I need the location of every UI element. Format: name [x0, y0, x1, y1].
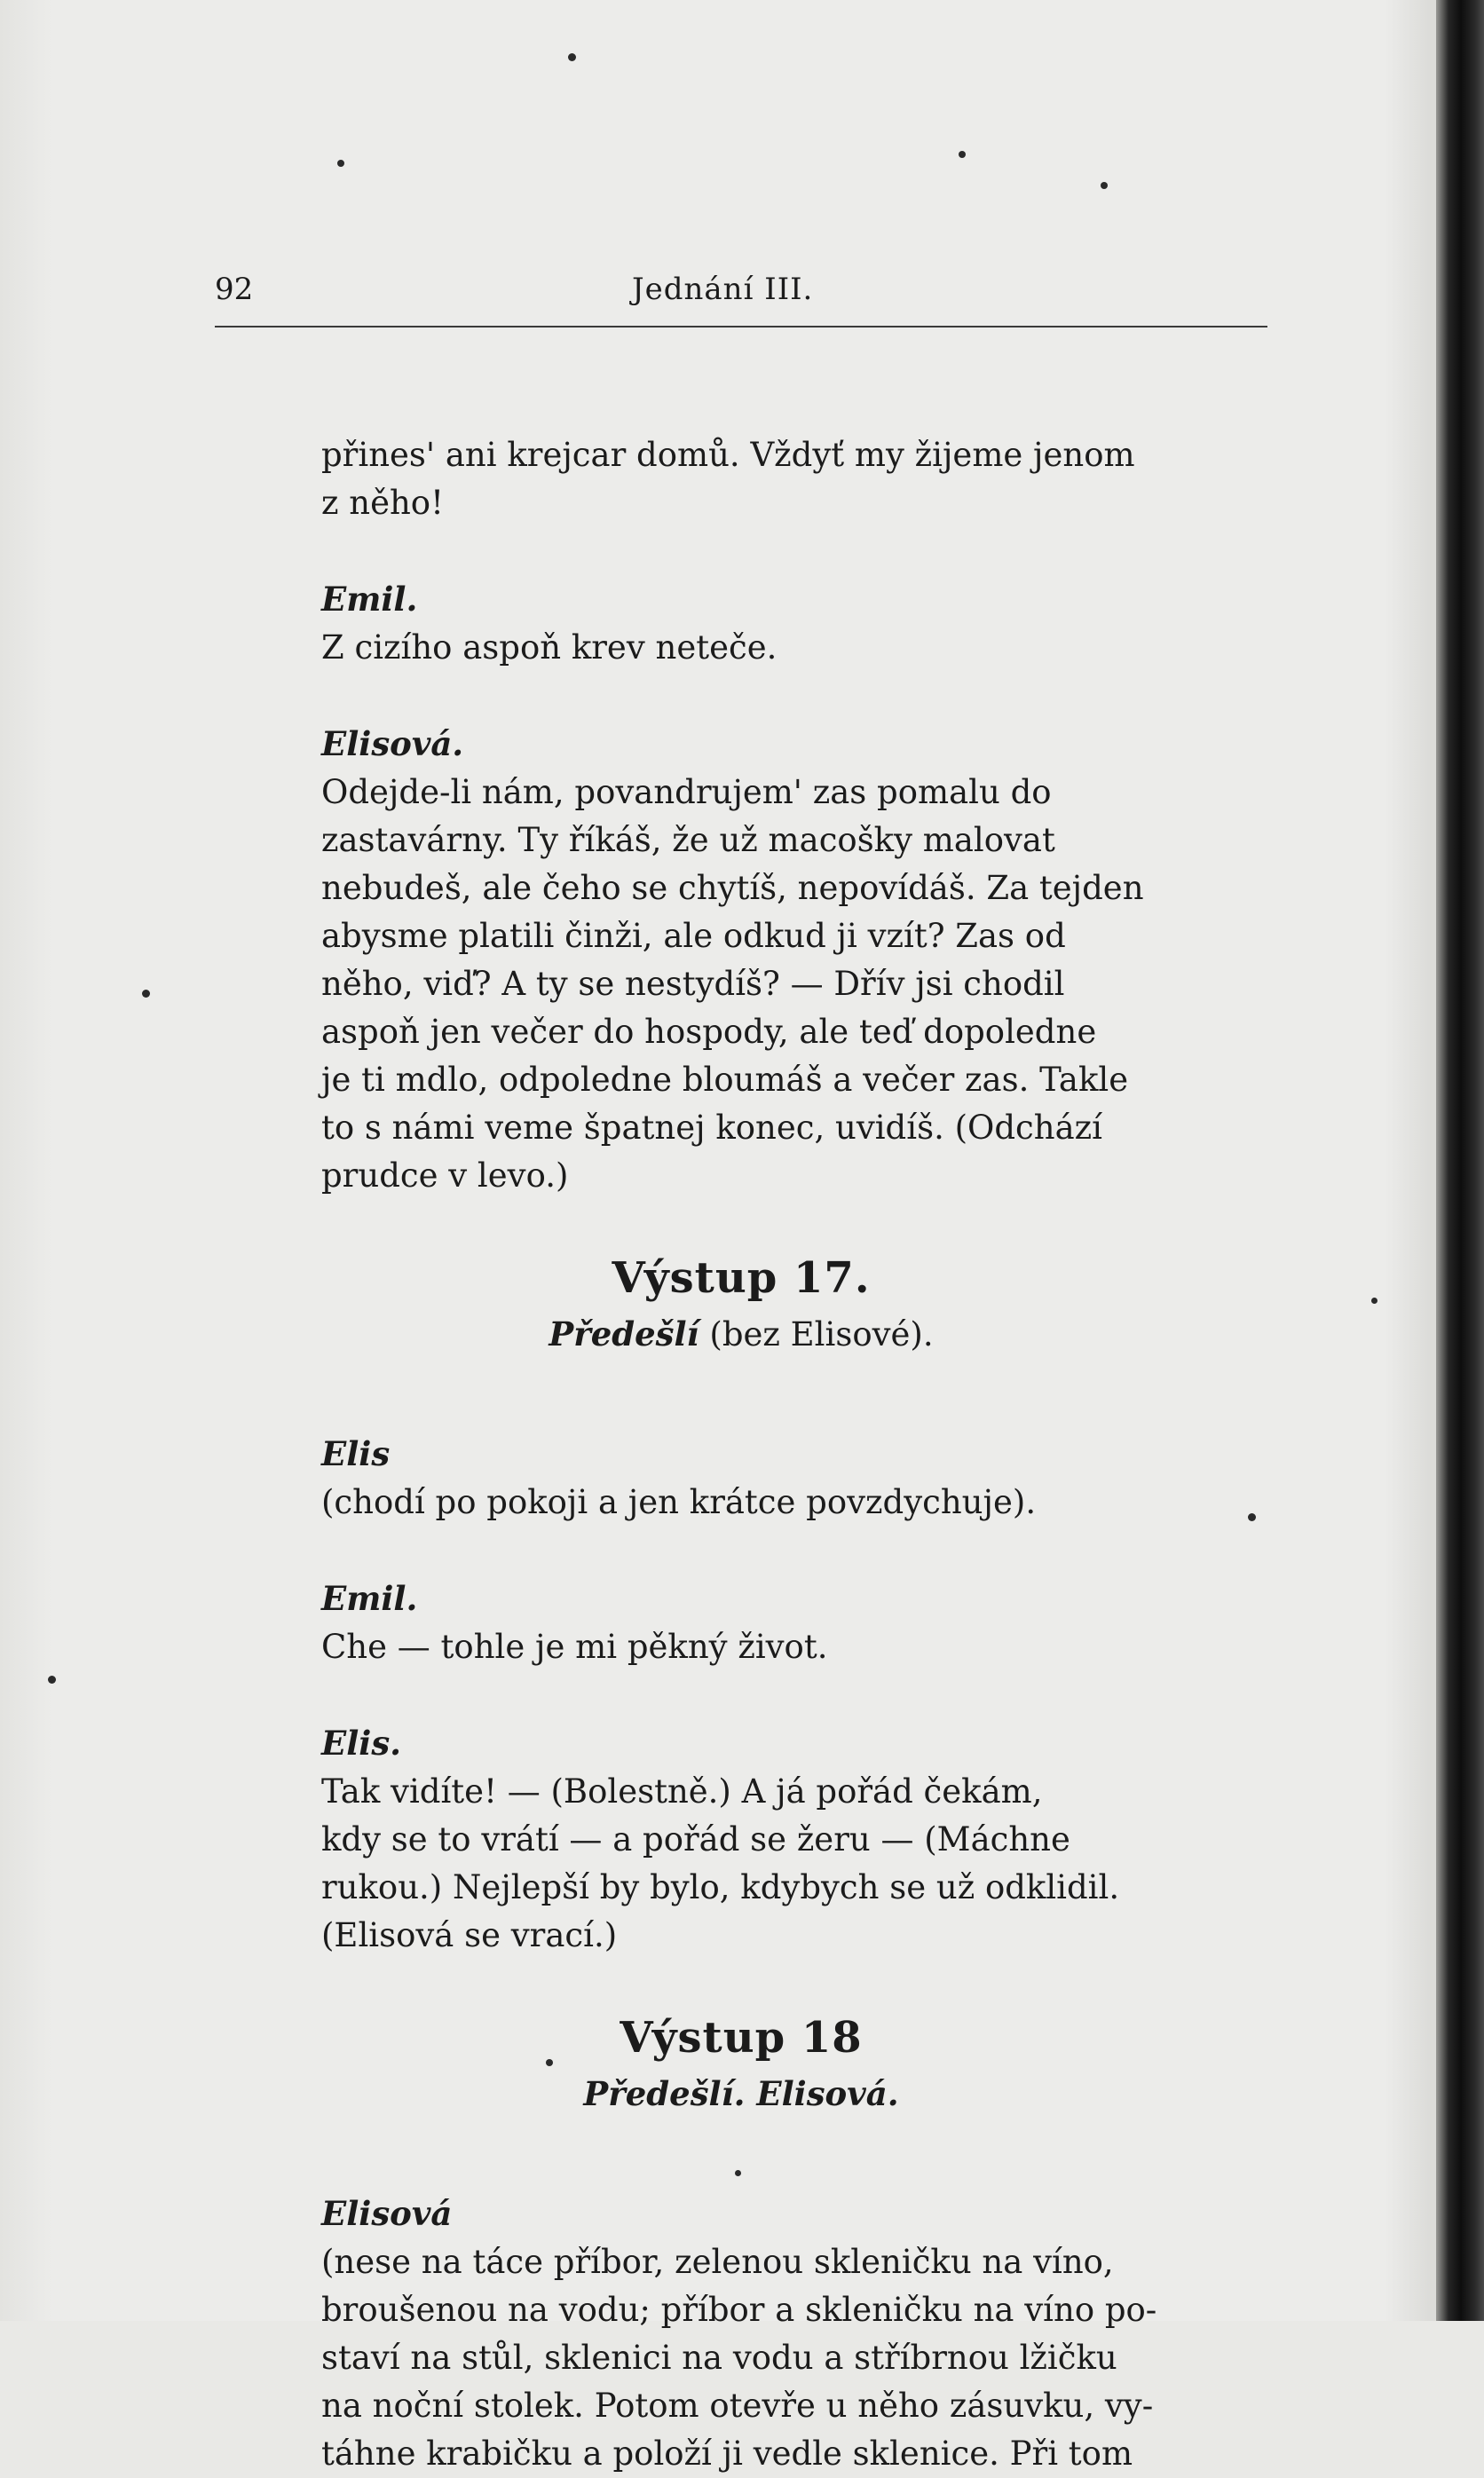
speech-elis-2: [215, 1671, 1267, 1960]
page-number: 92: [215, 272, 254, 307]
scene-17-characters: [215, 1310, 1267, 1359]
speaker-name: Emil.: [321, 580, 418, 619]
speaker-name: Elisová: [321, 2194, 453, 2233]
speaker-name: Elisová.: [321, 724, 464, 763]
running-head: Jednání III.: [632, 272, 814, 307]
speech-emil-2: [215, 1527, 1267, 1671]
speech-elisova: [215, 672, 1267, 1200]
dust-speck: [1248, 1513, 1256, 1521]
speaker-name: Emil.: [321, 1579, 418, 1618]
continued-speech: [215, 383, 1267, 527]
scene-18-characters: [215, 2070, 1267, 2119]
speech-text: Che — tohle je mi pěkný život.: [321, 1628, 828, 1666]
characters-rest: (bez Elisové).: [699, 1315, 934, 1353]
characters-italic: Předešlí. Elisová.: [583, 2074, 899, 2113]
page-body: [215, 383, 1267, 2478]
dust-speck: [1371, 1298, 1377, 1304]
dust-speck: [337, 160, 344, 167]
dust-speck: [568, 53, 576, 61]
speech-text: (nese na táce příbor, zelenou skleničku na víno, broušenou na vodu; příbor a skleničku na víno po- staví na stůl, sklenici na vodu a stříbrnou lžičku na noční stolek. Potom otevře u něho zásuvku, vy- táhne krabičku a položí ji vedle sklenice. Při tom: [321, 2243, 1157, 2473]
characters-italic: Předešlí: [549, 1314, 699, 1353]
dust-speck: [1101, 182, 1108, 189]
speech-emil: [215, 527, 1267, 672]
dust-speck: [142, 990, 150, 998]
dust-speck: [735, 2170, 741, 2176]
dust-speck: [546, 2059, 553, 2066]
page-edge-shadow: [1436, 0, 1484, 2321]
speech-elis-1: [215, 1382, 1267, 1527]
speech-text: Tak vidíte! — (Bolestně.) A já pořád čekám, kdy se to vrátí — a pořád se žeru — (Máchne rukou.) Nejlepší by bylo, kdybych se už odklidil. (Elisová se vrací.): [321, 1772, 1120, 1954]
dust-speck: [959, 151, 966, 158]
speaker-name: Elis: [321, 1434, 391, 1473]
scene-17-heading: Výstup 17.: [612, 1253, 871, 1303]
continued-text: přines' ani krejcar domů. Vždyť my žijeme jenom z něho!: [321, 436, 1135, 522]
speech-elisova-2: [215, 2142, 1267, 2478]
page-header: [215, 266, 1267, 320]
speaker-name: Elis.: [321, 1724, 402, 1763]
speech-text: Z cizího aspoň krev neteče.: [321, 628, 778, 667]
header-rule: [215, 326, 1267, 328]
scene-18-heading: Výstup 18: [620, 2013, 863, 2063]
speech-text: (chodí po pokoji a jen krátce povzdychuje).: [321, 1483, 1037, 1521]
dust-speck: [48, 1676, 56, 1684]
speech-text: Odejde-li nám, povandrujem' zas pomalu do zastavárny. Ty říkáš, že už macošky malovat nebudeš, ale čeho se chytíš, nepovídáš. Za tejden abysme platili činži, ale odkud ji vzít? Zas od něho, viď? A ty se nestydíš? — Dřív jsi chodil aspoň jen večer do hospody, ale teď dopoledne je ti mdlo, odpoledne bloumáš a večer zas. Takle to s námi veme špatnej konec, uvidíš. (Odchází prudce v levo.): [321, 773, 1144, 1195]
